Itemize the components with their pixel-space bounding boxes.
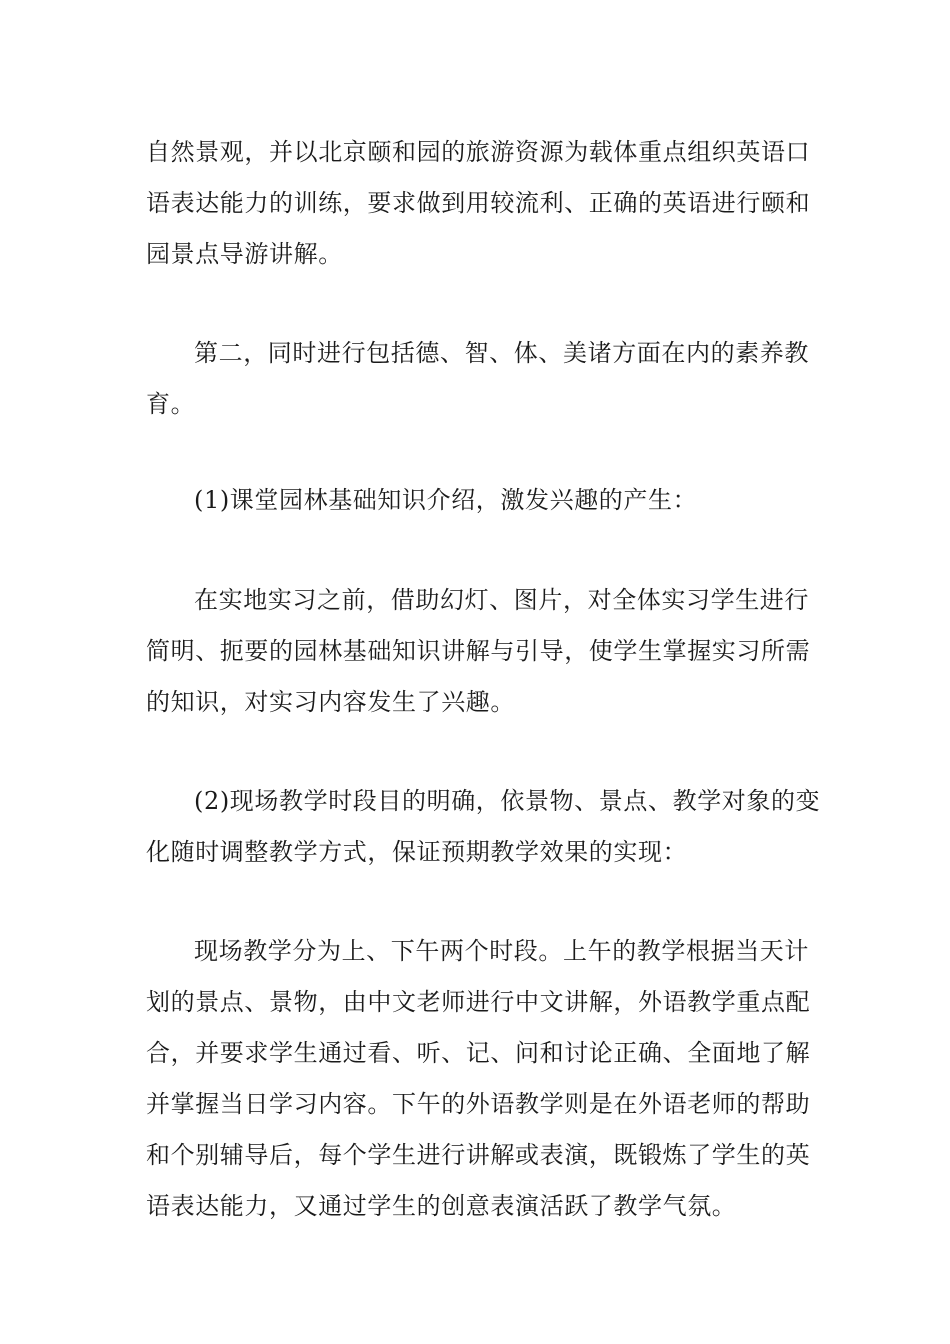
paragraph-1-line-1: 自然景观，并以北京颐和园的旅游资源为载体重点组织英语口: [146, 138, 811, 166]
paragraph-1-line-2: 语表达能力的训练，要求做到用较流利、正确的英语进行颐和: [146, 189, 811, 217]
paragraph-4-line-3: 的知识，对实习内容发生了兴趣。: [146, 688, 515, 716]
paragraph-5-line-1: (2)现场教学时段目的明确，依景物、景点、教学对象的变: [194, 787, 821, 815]
paragraph-6-line-4: 并掌握当日学习内容。下午的外语教学则是在外语老师的帮助: [146, 1090, 811, 1118]
paragraph-5-line-2: 化随时调整教学方式，保证预期教学效果的实现：: [146, 838, 688, 866]
paragraph-4-line-1: 在实地实习之前，借助幻灯、图片，对全体实习学生进行: [194, 586, 809, 614]
paragraph-6-line-5: 和个别辅导后，每个学生进行讲解或表演，既锻炼了学生的英: [146, 1141, 811, 1169]
paragraph-4: [146, 575, 810, 728]
paragraph-6: [146, 926, 810, 1232]
paragraph-2-line-1: 第二，同时进行包括德、智、体、美诸方面在内的素养教: [194, 339, 809, 367]
paragraph-3: [146, 475, 810, 526]
paragraph-3-line-1: (1)课堂园林基础知识介绍，激发兴趣的产生：: [194, 486, 698, 514]
paragraph-5: [146, 776, 821, 878]
paragraph-4-line-2: 简明、扼要的园林基础知识讲解与引导，使学生掌握实习所需: [146, 637, 811, 665]
paragraph-6-line-1: 现场教学分为上、下午两个时段。上午的教学根据当天计: [194, 937, 809, 965]
paragraph-6-line-3: 合，并要求学生通过看、听、记、问和讨论正确、全面地了解: [146, 1039, 811, 1067]
paragraph-2-line-2: 育。: [146, 390, 196, 418]
paragraph-6-line-2: 划的景点、景物，由中文老师进行中文讲解，外语教学重点配: [146, 988, 811, 1016]
paragraph-6-line-6: 语表达能力，又通过学生的创意表演活跃了教学气氛。: [146, 1192, 737, 1220]
paragraph-1-line-3: 园景点导游讲解。: [146, 240, 343, 268]
paragraph-2: [146, 328, 810, 430]
paragraph-1: [146, 127, 810, 280]
